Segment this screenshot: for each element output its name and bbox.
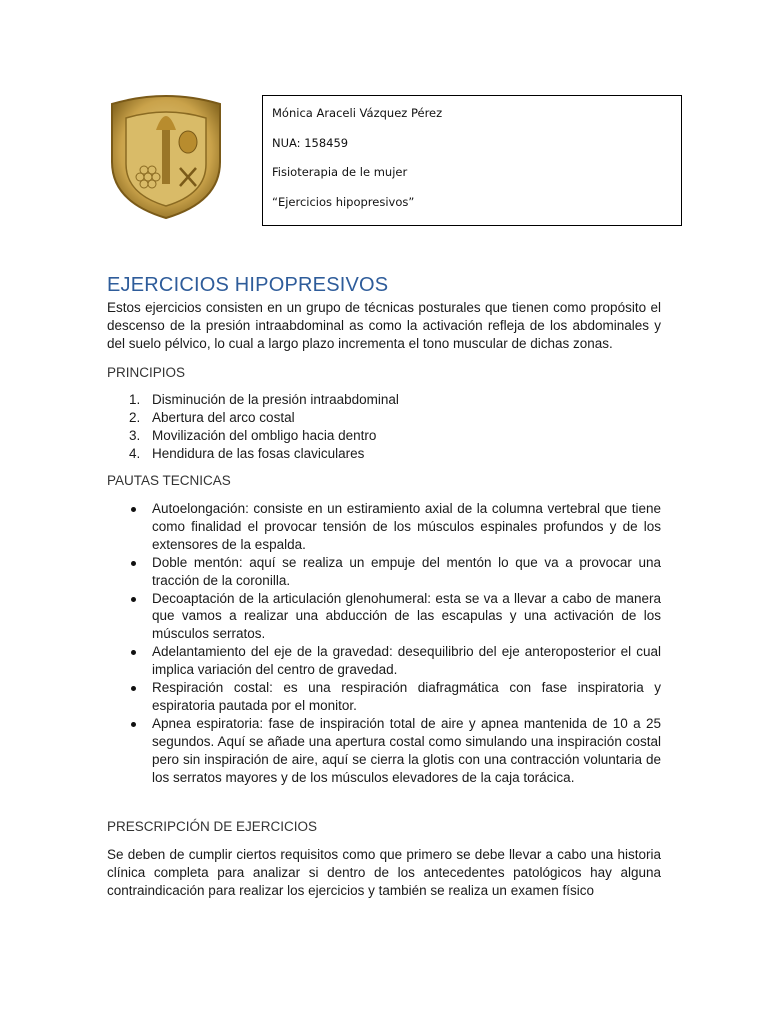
list-item: Autoelongación: consiste en un estiramiento axial de la columna vertebral que tiene como finalidad el provocar tensión de los músculos espinales profundos y de los extensores de la espalda. [107,500,661,554]
list-item: Decoaptación de la articulación glenohumeral: esta se va a llevar a cabo de manera que vamos a realizar una abducción de las escapulas y una activación de los músculos serratos. [107,590,661,644]
list-item: 1. Disminución de la presión intraabdominal [129,392,399,407]
intro-paragraph: Estos ejercicios consisten en un grupo de técnicas posturales que tienen como propósito el descenso de la presión intraabdominal as como la activación refleja de los abdominales y del suelo pélvico, lo cual a largo plazo incrementa el tono muscular de dichas zonas. [107,300,661,351]
list-item: Adelantamiento del eje de la gravedad: desequilibrio del eje anteroposterior el cual implica variación del centro de gravedad. [107,643,661,679]
techniques-list [107,500,661,787]
university-crest-icon [104,90,228,220]
list-item: 4. Hendidura de las fosas claviculares [129,445,365,461]
prescription-heading: PRESCRIPCIÓN DE EJERCICIOS [107,819,318,834]
principles-list [107,391,399,463]
prescription-paragraph: Se deben de cumplir ciertos requisitos como que primero se debe llevar a cabo una historia clínica completa para analizar si dentro de los antecedentes patológicos hay alguna contraindicación para realizar los ejercicios y también se realiza un examen físico [107,847,661,898]
list-item: Apnea espiratoria: fase de inspiración total de aire y apnea mantenida de 10 a 25 segundos. Aquí se añade una apertura costal como simulando una inspiración costal pero sin inspiración de aire, aquí se cierra la glotis con una contracción voluntaria de los serratos mayores y de los músculos elevadores de la caja torácica. [107,715,661,787]
principles-heading: PRINCIPIOS [107,365,186,380]
student-id: NUA: 158459 [272,135,349,150]
document-title: EJERCICIOS HIPOPRESIVOS [107,274,389,296]
list-item: Respiración costal: es una respiración diafragmática con fase inspiratoria y espiratoria pautada por el monitor. [107,679,661,715]
list-item: 3. Movilización del ombligo hacia dentro [129,427,377,443]
assignment-topic: “Ejercicios hipopresivos” [272,194,415,209]
list-item: 2. Abertura del arco costal [129,409,295,425]
course-name: Fisioterapia de le mujer [272,165,408,179]
techniques-heading: PAUTAS TECNICAS [107,473,231,488]
author-info-box [262,95,682,226]
list-item: Doble mentón: aquí se realiza un empuje del mentón lo que va a provocar una tracción de la coronilla. [107,554,661,590]
author-name: Mónica Araceli Vázquez Pérez [272,106,443,120]
